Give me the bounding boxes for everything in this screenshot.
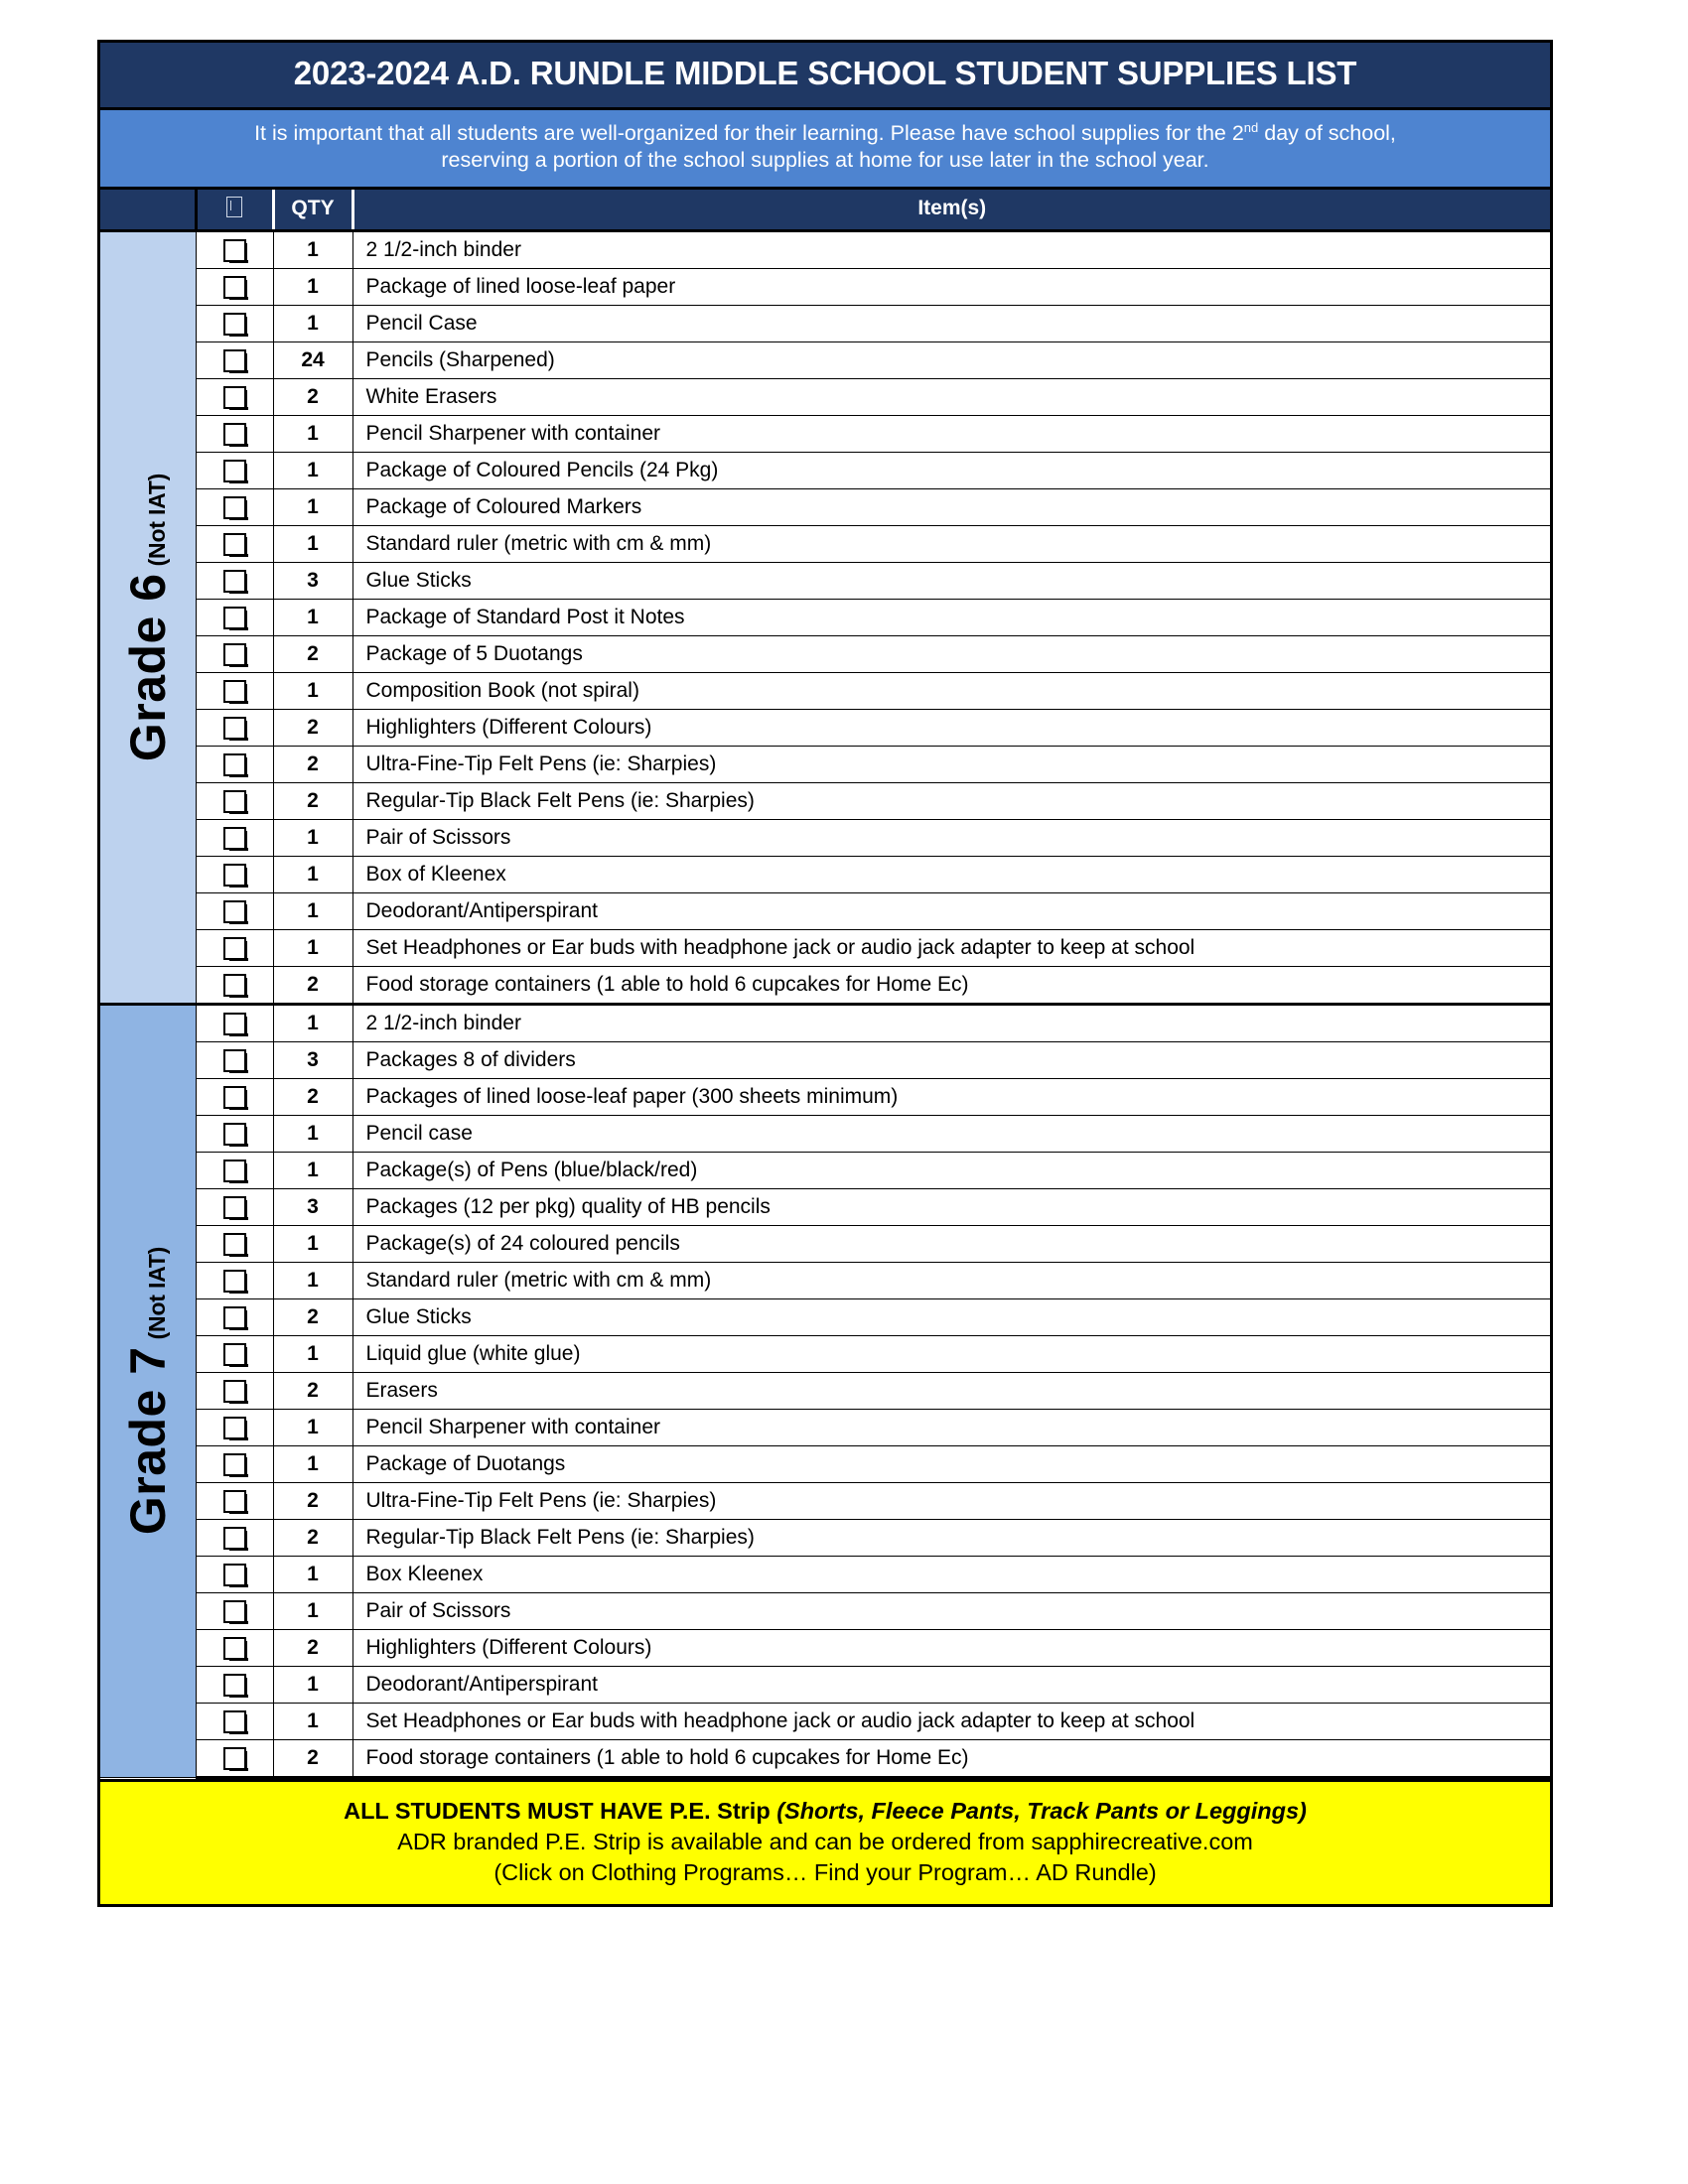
row-qty-cell: 2 xyxy=(273,746,352,782)
row-checkbox-cell[interactable] xyxy=(196,672,273,709)
row-checkbox-cell[interactable] xyxy=(196,1262,273,1298)
check-box-icon[interactable] xyxy=(223,1123,246,1146)
row-checkbox-cell[interactable] xyxy=(196,1592,273,1629)
check-box-icon[interactable] xyxy=(223,1380,246,1403)
table-row xyxy=(100,305,1550,341)
subtitle-line-1-part-b: day of school, xyxy=(1258,120,1396,145)
column-header-check xyxy=(196,190,273,231)
row-qty-cell: 1 xyxy=(273,305,352,341)
row-qty-cell: 2 xyxy=(273,1519,352,1556)
row-qty-cell: 1 xyxy=(273,1703,352,1739)
check-box-icon[interactable] xyxy=(223,864,246,887)
row-item-cell: Package of 5 Duotangs xyxy=(352,635,1550,672)
pe-notice-line-3: (Click on Clothing Programs… Find your Program… AD Rundle) xyxy=(493,1859,1157,1886)
check-box-icon[interactable] xyxy=(223,276,246,299)
row-item-cell: Box of Kleenex xyxy=(352,856,1550,892)
supplies-table xyxy=(100,190,1550,1779)
row-qty-cell: 1 xyxy=(273,672,352,709)
row-item-cell: Highlighters (Different Colours) xyxy=(352,709,1550,746)
row-qty-cell: 1 xyxy=(273,1592,352,1629)
row-item-cell: Highlighters (Different Colours) xyxy=(352,1629,1550,1666)
row-qty-cell: 1 xyxy=(273,525,352,562)
document-subtitle xyxy=(100,110,1550,190)
check-box-icon[interactable] xyxy=(223,386,246,409)
row-item-cell: Package of Standard Post it Notes xyxy=(352,599,1550,635)
row-checkbox-cell[interactable] xyxy=(196,1409,273,1445)
grade-label-cell xyxy=(100,230,196,1004)
check-box-icon[interactable] xyxy=(223,900,246,923)
row-qty-cell: 2 xyxy=(273,1482,352,1519)
missing-glyph-icon xyxy=(226,197,242,217)
grade-label-wrapper xyxy=(100,232,196,1003)
row-checkbox-cell[interactable] xyxy=(196,1004,273,1041)
row-checkbox-cell[interactable] xyxy=(196,305,273,341)
table-row xyxy=(100,635,1550,672)
pe-strip-notice xyxy=(100,1779,1550,1905)
table-row xyxy=(100,1666,1550,1703)
row-qty-cell: 1 xyxy=(273,1409,352,1445)
row-checkbox-cell[interactable] xyxy=(196,1739,273,1777)
table-row xyxy=(100,819,1550,856)
check-box-icon[interactable] xyxy=(223,1270,246,1293)
table-row xyxy=(100,1335,1550,1372)
row-checkbox-cell[interactable] xyxy=(196,635,273,672)
grade-label-text: Grade 7 xyxy=(119,1346,176,1536)
row-checkbox-cell[interactable] xyxy=(196,1556,273,1592)
row-qty-cell: 1 xyxy=(273,1004,352,1041)
row-checkbox-cell[interactable] xyxy=(196,1445,273,1482)
check-box-icon[interactable] xyxy=(223,1343,246,1366)
row-qty-cell: 1 xyxy=(273,1262,352,1298)
check-box-icon[interactable] xyxy=(223,1417,246,1439)
table-row xyxy=(100,892,1550,929)
row-qty-cell: 3 xyxy=(273,562,352,599)
check-box-icon[interactable] xyxy=(223,1453,246,1476)
document-title: 2023-2024 A.D. RUNDLE MIDDLE SCHOOL STUDENT SUPPLIES LIST xyxy=(100,43,1550,110)
row-qty-cell: 1 xyxy=(273,452,352,488)
row-qty-cell: 3 xyxy=(273,1041,352,1078)
table-row xyxy=(100,709,1550,746)
row-item-cell: Pair of Scissors xyxy=(352,1592,1550,1629)
table-row xyxy=(100,1041,1550,1078)
check-box-icon[interactable] xyxy=(223,313,246,336)
pe-notice-italic-text: (Shorts, Fleece Pants, Track Pants or Leggings) xyxy=(776,1797,1307,1824)
row-qty-cell: 1 xyxy=(273,929,352,966)
pe-notice-bold-text: ALL STUDENTS MUST HAVE P.E. Strip xyxy=(344,1797,777,1824)
table-header xyxy=(100,190,1550,231)
row-checkbox-cell[interactable] xyxy=(196,1335,273,1372)
table-row xyxy=(100,1262,1550,1298)
row-item-cell: Pair of Scissors xyxy=(352,819,1550,856)
row-item-cell: Set Headphones or Ear buds with headphone jack or audio jack adapter to keep at school xyxy=(352,1703,1550,1739)
check-box-icon[interactable] xyxy=(223,1564,246,1586)
row-checkbox-cell[interactable] xyxy=(196,268,273,305)
row-item-cell: Regular-Tip Black Felt Pens (ie: Sharpies) xyxy=(352,782,1550,819)
table-row xyxy=(100,929,1550,966)
check-box-icon[interactable] xyxy=(223,937,246,960)
grade-note-text: (Not IAT) xyxy=(143,1247,170,1340)
table-row xyxy=(100,415,1550,452)
column-header-qty: QTY xyxy=(273,190,352,231)
row-qty-cell: 1 xyxy=(273,488,352,525)
row-qty-cell: 1 xyxy=(273,819,352,856)
row-qty-cell: 1 xyxy=(273,268,352,305)
table-header-row xyxy=(100,190,1550,231)
row-item-cell: Regular-Tip Black Felt Pens (ie: Sharpies) xyxy=(352,1519,1550,1556)
check-box-icon[interactable] xyxy=(223,1527,246,1550)
check-box-icon[interactable] xyxy=(223,496,246,519)
check-box-icon[interactable] xyxy=(223,533,246,556)
check-box-icon[interactable] xyxy=(223,607,246,629)
table-row xyxy=(100,1592,1550,1629)
row-checkbox-cell[interactable] xyxy=(196,966,273,1004)
row-item-cell: Pencil Case xyxy=(352,305,1550,341)
table-row xyxy=(100,1519,1550,1556)
row-checkbox-cell[interactable] xyxy=(196,892,273,929)
column-header-grade xyxy=(100,190,196,231)
row-qty-cell: 2 xyxy=(273,635,352,672)
table-row xyxy=(100,268,1550,305)
subtitle-ordinal-suffix: nd xyxy=(1243,119,1259,135)
row-item-cell: Package(s) of 24 coloured pencils xyxy=(352,1225,1550,1262)
check-box-icon[interactable] xyxy=(223,753,246,776)
pe-notice-line-2: ADR branded P.E. Strip is available and can be ordered from sapphirecreative.com xyxy=(397,1828,1253,1854)
row-qty-cell: 2 xyxy=(273,709,352,746)
row-checkbox-cell[interactable] xyxy=(196,856,273,892)
grade-label-rotated xyxy=(119,474,177,761)
row-item-cell: Package of Coloured Markers xyxy=(352,488,1550,525)
row-checkbox-cell[interactable] xyxy=(196,1078,273,1115)
row-checkbox-cell[interactable] xyxy=(196,415,273,452)
row-checkbox-cell[interactable] xyxy=(196,819,273,856)
row-checkbox-cell[interactable] xyxy=(196,378,273,415)
table-row xyxy=(100,1152,1550,1188)
row-checkbox-cell[interactable] xyxy=(196,1666,273,1703)
row-qty-cell: 1 xyxy=(273,1115,352,1152)
grade-label-wrapper xyxy=(100,1006,196,1777)
row-qty-cell: 1 xyxy=(273,415,352,452)
check-box-icon[interactable] xyxy=(223,1049,246,1072)
row-item-cell: Glue Sticks xyxy=(352,562,1550,599)
table-row xyxy=(100,966,1550,1004)
row-item-cell: Packages (12 per pkg) quality of HB pencils xyxy=(352,1188,1550,1225)
check-box-icon[interactable] xyxy=(223,1747,246,1770)
row-checkbox-cell[interactable] xyxy=(196,929,273,966)
table-row xyxy=(100,856,1550,892)
check-box-icon[interactable] xyxy=(223,680,246,703)
row-checkbox-cell[interactable] xyxy=(196,599,273,635)
table-row xyxy=(100,1004,1550,1041)
table-row xyxy=(100,672,1550,709)
row-item-cell: 2 1/2-inch binder xyxy=(352,1004,1550,1041)
row-checkbox-cell[interactable] xyxy=(196,1482,273,1519)
row-checkbox-cell[interactable] xyxy=(196,1041,273,1078)
row-checkbox-cell[interactable] xyxy=(196,525,273,562)
row-item-cell: Glue Sticks xyxy=(352,1298,1550,1335)
row-qty-cell: 1 xyxy=(273,1152,352,1188)
table-row xyxy=(100,1629,1550,1666)
row-item-cell: Pencil Sharpener with container xyxy=(352,415,1550,452)
check-box-icon[interactable] xyxy=(223,974,246,997)
row-qty-cell: 2 xyxy=(273,966,352,1004)
check-box-icon[interactable] xyxy=(223,790,246,813)
row-item-cell: Standard ruler (metric with cm & mm) xyxy=(352,1262,1550,1298)
row-item-cell: Erasers xyxy=(352,1372,1550,1409)
grade-label-text: Grade 6 xyxy=(119,573,176,761)
row-item-cell: White Erasers xyxy=(352,378,1550,415)
table-row xyxy=(100,230,1550,268)
table-row xyxy=(100,1115,1550,1152)
grade-label-cell xyxy=(100,1004,196,1777)
row-checkbox-cell[interactable] xyxy=(196,452,273,488)
table-row xyxy=(100,1482,1550,1519)
table-row xyxy=(100,1556,1550,1592)
check-box-icon[interactable] xyxy=(223,1196,246,1219)
row-qty-cell: 1 xyxy=(273,1445,352,1482)
table-row xyxy=(100,1078,1550,1115)
table-row xyxy=(100,599,1550,635)
row-item-cell: Pencil case xyxy=(352,1115,1550,1152)
row-item-cell: 2 1/2-inch binder xyxy=(352,230,1550,268)
check-box-icon[interactable] xyxy=(223,570,246,593)
row-item-cell: Food storage containers (1 able to hold 6 cupcakes for Home Ec) xyxy=(352,1739,1550,1777)
row-item-cell: Package of Coloured Pencils (24 Pkg) xyxy=(352,452,1550,488)
row-item-cell: Food storage containers (1 able to hold 6 cupcakes for Home Ec) xyxy=(352,966,1550,1004)
row-qty-cell: 24 xyxy=(273,341,352,378)
check-box-icon[interactable] xyxy=(223,1013,246,1035)
row-checkbox-cell[interactable] xyxy=(196,1115,273,1152)
check-box-icon[interactable] xyxy=(223,1306,246,1329)
row-item-cell: Deodorant/Antiperspirant xyxy=(352,1666,1550,1703)
row-checkbox-cell[interactable] xyxy=(196,746,273,782)
check-box-icon[interactable] xyxy=(223,349,246,372)
table-row xyxy=(100,488,1550,525)
grade-note-text: (Not IAT) xyxy=(143,473,170,567)
row-qty-cell: 2 xyxy=(273,1372,352,1409)
row-checkbox-cell[interactable] xyxy=(196,1372,273,1409)
row-qty-cell: 2 xyxy=(273,1298,352,1335)
check-box-icon[interactable] xyxy=(223,1674,246,1697)
table-row xyxy=(100,782,1550,819)
row-qty-cell: 2 xyxy=(273,1739,352,1777)
row-item-cell: Packages of lined loose-leaf paper (300 sheets minimum) xyxy=(352,1078,1550,1115)
table-row xyxy=(100,1445,1550,1482)
table-row xyxy=(100,1298,1550,1335)
row-qty-cell: 1 xyxy=(273,892,352,929)
row-qty-cell: 2 xyxy=(273,1078,352,1115)
row-qty-cell: 1 xyxy=(273,1225,352,1262)
check-box-icon[interactable] xyxy=(223,239,246,262)
check-box-icon[interactable] xyxy=(223,460,246,482)
check-box-icon[interactable] xyxy=(223,827,246,850)
table-row xyxy=(100,1372,1550,1409)
row-qty-cell: 1 xyxy=(273,1556,352,1592)
pe-notice-line-1 xyxy=(110,1796,1540,1827)
check-box-icon[interactable] xyxy=(223,1160,246,1182)
row-item-cell: Deodorant/Antiperspirant xyxy=(352,892,1550,929)
row-checkbox-cell[interactable] xyxy=(196,1519,273,1556)
row-checkbox-cell[interactable] xyxy=(196,1298,273,1335)
row-qty-cell: 2 xyxy=(273,782,352,819)
row-item-cell: Box Kleenex xyxy=(352,1556,1550,1592)
row-item-cell: Package of lined loose-leaf paper xyxy=(352,268,1550,305)
row-item-cell: Ultra-Fine-Tip Felt Pens (ie: Sharpies) xyxy=(352,746,1550,782)
table-row xyxy=(100,1188,1550,1225)
row-checkbox-cell[interactable] xyxy=(196,782,273,819)
table-row xyxy=(100,1225,1550,1262)
grade-label-rotated xyxy=(119,1247,177,1535)
check-box-icon[interactable] xyxy=(223,1637,246,1660)
table-body xyxy=(100,230,1550,1777)
check-box-icon[interactable] xyxy=(223,643,246,666)
row-checkbox-cell[interactable] xyxy=(196,230,273,268)
row-checkbox-cell[interactable] xyxy=(196,1629,273,1666)
column-header-item: Item(s) xyxy=(352,190,1550,231)
row-checkbox-cell[interactable] xyxy=(196,709,273,746)
row-item-cell: Package of Duotangs xyxy=(352,1445,1550,1482)
row-checkbox-cell[interactable] xyxy=(196,1152,273,1188)
row-item-cell: Liquid glue (white glue) xyxy=(352,1335,1550,1372)
table-row xyxy=(100,525,1550,562)
row-qty-cell: 2 xyxy=(273,1629,352,1666)
table-row xyxy=(100,341,1550,378)
row-item-cell: Pencil Sharpener with container xyxy=(352,1409,1550,1445)
row-qty-cell: 3 xyxy=(273,1188,352,1225)
check-box-icon[interactable] xyxy=(223,423,246,446)
subtitle-line-2: reserving a portion of the school supplies at home for use later in the school year. xyxy=(441,148,1209,173)
table-row xyxy=(100,1739,1550,1777)
check-box-icon[interactable] xyxy=(223,1710,246,1733)
table-row xyxy=(100,452,1550,488)
row-qty-cell: 1 xyxy=(273,856,352,892)
row-item-cell: Set Headphones or Ear buds with headphone jack or audio jack adapter to keep at school xyxy=(352,929,1550,966)
table-row xyxy=(100,1703,1550,1739)
row-item-cell: Ultra-Fine-Tip Felt Pens (ie: Sharpies) xyxy=(352,1482,1550,1519)
row-checkbox-cell[interactable] xyxy=(196,1703,273,1739)
subtitle-line-1-part-a: It is important that all students are well-organized for their learning. Please have school supplies for the 2 xyxy=(254,120,1244,145)
row-qty-cell: 1 xyxy=(273,230,352,268)
table-row xyxy=(100,746,1550,782)
row-item-cell: Standard ruler (metric with cm & mm) xyxy=(352,525,1550,562)
row-checkbox-cell[interactable] xyxy=(196,488,273,525)
row-item-cell: Packages 8 of dividers xyxy=(352,1041,1550,1078)
row-checkbox-cell[interactable] xyxy=(196,1188,273,1225)
row-qty-cell: 1 xyxy=(273,599,352,635)
row-checkbox-cell[interactable] xyxy=(196,562,273,599)
row-qty-cell: 2 xyxy=(273,378,352,415)
table-row xyxy=(100,562,1550,599)
check-box-icon[interactable] xyxy=(223,1086,246,1109)
row-checkbox-cell[interactable] xyxy=(196,341,273,378)
table-row xyxy=(100,1409,1550,1445)
row-qty-cell: 1 xyxy=(273,1335,352,1372)
check-box-icon[interactable] xyxy=(223,1233,246,1256)
check-box-icon[interactable] xyxy=(223,1600,246,1623)
row-item-cell: Composition Book (not spiral) xyxy=(352,672,1550,709)
row-checkbox-cell[interactable] xyxy=(196,1225,273,1262)
table-row xyxy=(100,378,1550,415)
row-qty-cell: 1 xyxy=(273,1666,352,1703)
check-box-icon[interactable] xyxy=(223,717,246,740)
check-box-icon[interactable] xyxy=(223,1490,246,1513)
supplies-document xyxy=(97,40,1553,1907)
row-item-cell: Package(s) of Pens (blue/black/red) xyxy=(352,1152,1550,1188)
row-item-cell: Pencils (Sharpened) xyxy=(352,341,1550,378)
